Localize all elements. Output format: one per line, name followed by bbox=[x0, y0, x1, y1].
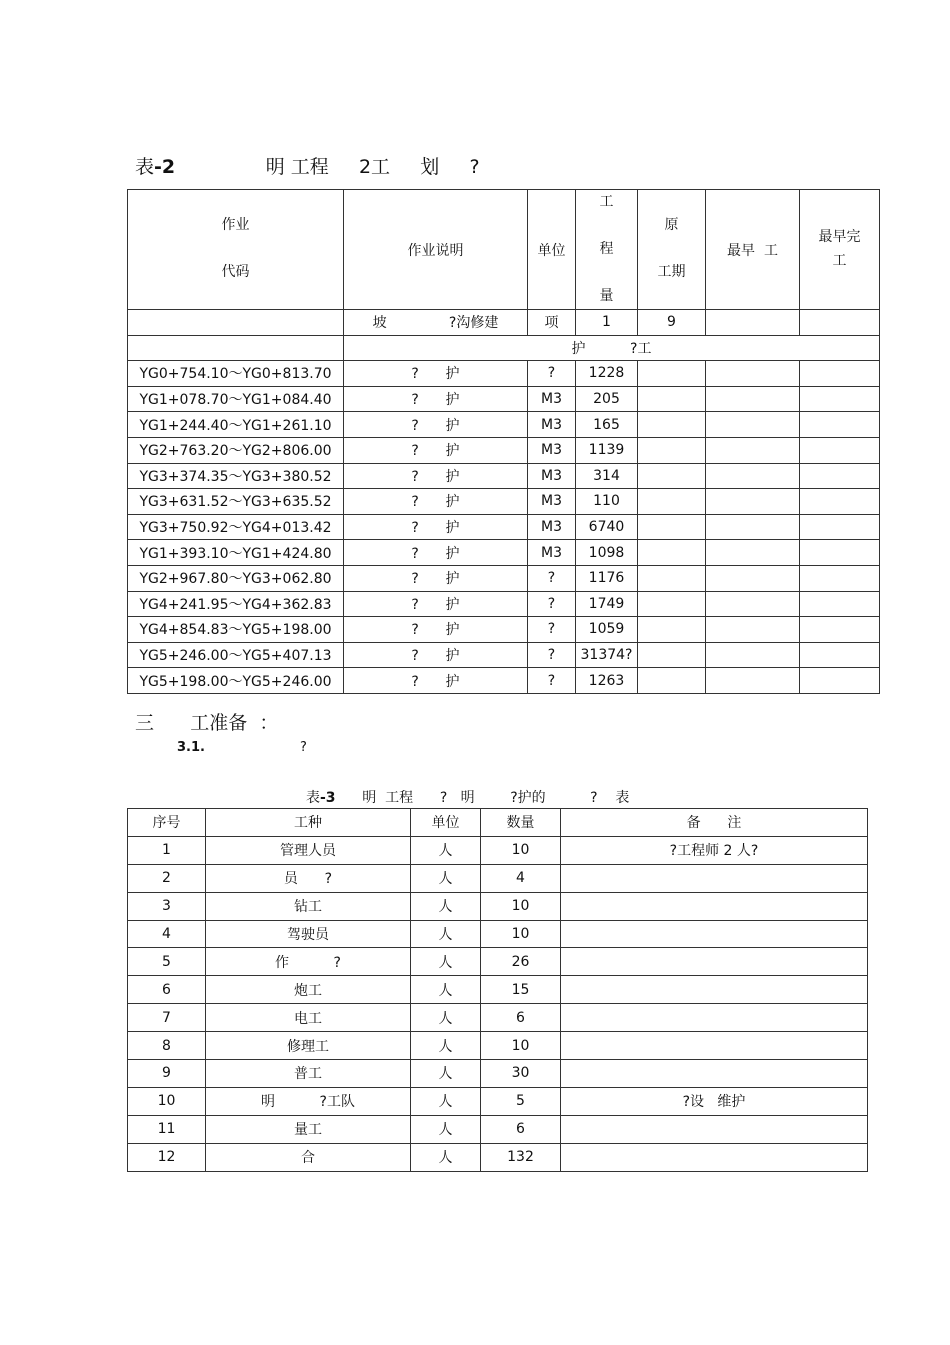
row-unit: 人 bbox=[411, 1115, 481, 1143]
header-unit: 单位 bbox=[411, 809, 481, 837]
row-note bbox=[561, 920, 868, 948]
row-code: YG1+244.40～YG1+261.10 bbox=[128, 412, 344, 438]
subsection-3-1: 3.1. ? bbox=[177, 740, 307, 755]
row-count: 132 bbox=[481, 1143, 561, 1171]
row-trade: 电工 bbox=[206, 1004, 411, 1032]
row-early-finish bbox=[800, 642, 880, 668]
row-code: YG1+078.70～YG1+084.40 bbox=[128, 386, 344, 412]
row-qty: 1098 bbox=[576, 540, 638, 566]
table3-title: 表-3 明 工程 ? 明 ?护的 ? 表 bbox=[306, 790, 630, 806]
row-desc: ? 护 bbox=[344, 514, 528, 540]
row-unit: 人 bbox=[411, 1143, 481, 1171]
row-count: 10 bbox=[481, 892, 561, 920]
table-row bbox=[128, 591, 880, 617]
row-code: YG2+763.20～YG2+806.00 bbox=[128, 437, 344, 463]
row-desc: ? 护 bbox=[344, 412, 528, 438]
table2-header-row bbox=[128, 190, 880, 310]
row-code: YG2+967.80～YG3+062.80 bbox=[128, 565, 344, 591]
row-code: YG3+631.52～YG3+635.52 bbox=[128, 489, 344, 515]
row-code: YG3+374.35～YG3+380.52 bbox=[128, 463, 344, 489]
row-duration bbox=[638, 540, 706, 566]
row-unit: M3 bbox=[528, 463, 576, 489]
row-early-finish bbox=[800, 489, 880, 515]
section-label: 护 ?工 bbox=[344, 335, 880, 361]
row-unit: 人 bbox=[411, 976, 481, 1004]
row-code: YG4+241.95～YG4+362.83 bbox=[128, 591, 344, 617]
row-code: YG3+750.92～YG4+013.42 bbox=[128, 514, 344, 540]
row-unit: ? bbox=[528, 361, 576, 387]
row-note bbox=[561, 1004, 868, 1032]
row-desc: ? 护 bbox=[344, 437, 528, 463]
row-count: 15 bbox=[481, 976, 561, 1004]
row-duration bbox=[638, 463, 706, 489]
row-early-finish bbox=[800, 463, 880, 489]
row-unit: 人 bbox=[411, 1087, 481, 1115]
row-qty: 1176 bbox=[576, 565, 638, 591]
row-early-start bbox=[706, 463, 800, 489]
header-unit: 单位 bbox=[528, 190, 576, 310]
row-note bbox=[561, 864, 868, 892]
row-note bbox=[561, 976, 868, 1004]
row-trade: 量工 bbox=[206, 1115, 411, 1143]
header-early-finish: 最早完 工 bbox=[800, 190, 880, 310]
table-row bbox=[128, 514, 880, 540]
header-seq: 序号 bbox=[128, 809, 206, 837]
row-unit: M3 bbox=[528, 514, 576, 540]
summary-qty: 1 bbox=[576, 310, 638, 336]
row-early-start bbox=[706, 591, 800, 617]
row-trade: 炮工 bbox=[206, 976, 411, 1004]
row-unit: M3 bbox=[528, 386, 576, 412]
row-unit: M3 bbox=[528, 489, 576, 515]
table2-summary-row bbox=[128, 310, 880, 336]
row-desc: ? 护 bbox=[344, 565, 528, 591]
row-note: ?工程师 2 人? bbox=[561, 836, 868, 864]
row-note bbox=[561, 1060, 868, 1088]
row-qty: 165 bbox=[576, 412, 638, 438]
row-duration bbox=[638, 514, 706, 540]
row-seq: 2 bbox=[128, 864, 206, 892]
row-trade: 作 ? bbox=[206, 948, 411, 976]
row-code: YG0+754.10～YG0+813.70 bbox=[128, 361, 344, 387]
row-note bbox=[561, 1143, 868, 1171]
row-early-start bbox=[706, 540, 800, 566]
row-trade: 驾驶员 bbox=[206, 920, 411, 948]
table-row bbox=[128, 642, 880, 668]
row-early-finish bbox=[800, 437, 880, 463]
row-early-start bbox=[706, 565, 800, 591]
table-row bbox=[128, 864, 868, 892]
table-row bbox=[128, 1060, 868, 1088]
row-qty: 6740 bbox=[576, 514, 638, 540]
row-unit: 人 bbox=[411, 892, 481, 920]
row-count: 6 bbox=[481, 1004, 561, 1032]
row-early-start bbox=[706, 489, 800, 515]
header-quantity: 工 程 量 bbox=[576, 190, 638, 310]
row-qty: 1263 bbox=[576, 668, 638, 694]
row-code: YG1+393.10～YG1+424.80 bbox=[128, 540, 344, 566]
row-qty: 1749 bbox=[576, 591, 638, 617]
row-desc: ? 护 bbox=[344, 540, 528, 566]
table-row bbox=[128, 540, 880, 566]
row-early-start bbox=[706, 386, 800, 412]
table-row bbox=[128, 668, 880, 694]
row-duration bbox=[638, 437, 706, 463]
row-qty: 1139 bbox=[576, 437, 638, 463]
row-seq: 5 bbox=[128, 948, 206, 976]
header-early-start: 最早 工 bbox=[706, 190, 800, 310]
row-code: YG5+246.00～YG5+407.13 bbox=[128, 642, 344, 668]
row-count: 30 bbox=[481, 1060, 561, 1088]
table2-section-row bbox=[128, 335, 880, 361]
row-qty: 1228 bbox=[576, 361, 638, 387]
table-row bbox=[128, 976, 868, 1004]
row-early-start bbox=[706, 361, 800, 387]
row-seq: 8 bbox=[128, 1032, 206, 1060]
row-desc: ? 护 bbox=[344, 591, 528, 617]
row-unit: 人 bbox=[411, 1060, 481, 1088]
row-trade: 明 ?工队 bbox=[206, 1087, 411, 1115]
row-duration bbox=[638, 489, 706, 515]
row-trade: 修理工 bbox=[206, 1032, 411, 1060]
row-note bbox=[561, 1115, 868, 1143]
row-unit: ? bbox=[528, 617, 576, 643]
row-duration bbox=[638, 412, 706, 438]
table-row bbox=[128, 565, 880, 591]
labor-table bbox=[127, 808, 868, 1172]
table-row bbox=[128, 463, 880, 489]
row-qty: 205 bbox=[576, 386, 638, 412]
header-work-code: 作业 代码 bbox=[128, 190, 344, 310]
row-qty: 314 bbox=[576, 463, 638, 489]
row-count: 26 bbox=[481, 948, 561, 976]
row-unit: 人 bbox=[411, 836, 481, 864]
row-count: 10 bbox=[481, 1032, 561, 1060]
row-duration bbox=[638, 386, 706, 412]
row-duration bbox=[638, 591, 706, 617]
row-desc: ? 护 bbox=[344, 361, 528, 387]
table-row bbox=[128, 892, 868, 920]
row-early-start bbox=[706, 514, 800, 540]
row-note bbox=[561, 948, 868, 976]
row-duration bbox=[638, 642, 706, 668]
row-qty: 31374? bbox=[576, 642, 638, 668]
table-row bbox=[128, 836, 868, 864]
row-desc: ? 护 bbox=[344, 668, 528, 694]
row-note bbox=[561, 1032, 868, 1060]
row-unit: M3 bbox=[528, 540, 576, 566]
row-trade: 员 ? bbox=[206, 864, 411, 892]
table3-header-row bbox=[128, 809, 868, 837]
row-unit: M3 bbox=[528, 437, 576, 463]
row-count: 10 bbox=[481, 836, 561, 864]
table-row bbox=[128, 386, 880, 412]
row-unit: ? bbox=[528, 668, 576, 694]
row-early-finish bbox=[800, 540, 880, 566]
row-count: 6 bbox=[481, 1115, 561, 1143]
row-seq: 9 bbox=[128, 1060, 206, 1088]
summary-unit: 项 bbox=[528, 310, 576, 336]
row-unit: M3 bbox=[528, 412, 576, 438]
row-early-finish bbox=[800, 361, 880, 387]
table-row bbox=[128, 1032, 868, 1060]
row-unit: ? bbox=[528, 591, 576, 617]
row-qty: 1059 bbox=[576, 617, 638, 643]
row-seq: 3 bbox=[128, 892, 206, 920]
row-early-finish bbox=[800, 514, 880, 540]
row-early-finish bbox=[800, 412, 880, 438]
row-note bbox=[561, 892, 868, 920]
row-unit: 人 bbox=[411, 920, 481, 948]
row-desc: ? 护 bbox=[344, 489, 528, 515]
section3-heading: 三 工准备 ： bbox=[135, 712, 279, 734]
row-seq: 12 bbox=[128, 1143, 206, 1171]
table-row bbox=[128, 948, 868, 976]
row-early-start bbox=[706, 642, 800, 668]
row-seq: 11 bbox=[128, 1115, 206, 1143]
row-seq: 6 bbox=[128, 976, 206, 1004]
row-early-start bbox=[706, 412, 800, 438]
row-seq: 4 bbox=[128, 920, 206, 948]
row-early-finish bbox=[800, 591, 880, 617]
row-early-finish bbox=[800, 668, 880, 694]
row-count: 10 bbox=[481, 920, 561, 948]
row-desc: ? 护 bbox=[344, 617, 528, 643]
row-early-start bbox=[706, 668, 800, 694]
row-trade: 合 bbox=[206, 1143, 411, 1171]
row-early-finish bbox=[800, 565, 880, 591]
table-row bbox=[128, 920, 868, 948]
table-row bbox=[128, 489, 880, 515]
construction-plan-table bbox=[127, 189, 880, 694]
row-unit: 人 bbox=[411, 948, 481, 976]
header-count: 数量 bbox=[481, 809, 561, 837]
row-unit: ? bbox=[528, 565, 576, 591]
row-desc: ? 护 bbox=[344, 463, 528, 489]
row-early-finish bbox=[800, 617, 880, 643]
row-early-start bbox=[706, 617, 800, 643]
row-seq: 10 bbox=[128, 1087, 206, 1115]
row-code: YG5+198.00～YG5+246.00 bbox=[128, 668, 344, 694]
summary-desc: 坡 ?沟修建 bbox=[344, 310, 528, 336]
row-early-finish bbox=[800, 386, 880, 412]
row-trade: 管理人员 bbox=[206, 836, 411, 864]
row-desc: ? 护 bbox=[344, 386, 528, 412]
row-note: ?设 维护 bbox=[561, 1087, 868, 1115]
header-work-desc: 作业说明 bbox=[344, 190, 528, 310]
table2-title: 表-2 明 工程 2工 划 ? bbox=[135, 156, 480, 178]
row-unit: 人 bbox=[411, 1032, 481, 1060]
row-code: YG4+854.83～YG5+198.00 bbox=[128, 617, 344, 643]
table-row bbox=[128, 617, 880, 643]
header-note: 备 注 bbox=[561, 809, 868, 837]
row-count: 4 bbox=[481, 864, 561, 892]
header-trade: 工种 bbox=[206, 809, 411, 837]
table-row bbox=[128, 1143, 868, 1171]
summary-duration: 9 bbox=[638, 310, 706, 336]
header-duration: 原 工期 bbox=[638, 190, 706, 310]
table-row bbox=[128, 361, 880, 387]
row-duration bbox=[638, 668, 706, 694]
row-qty: 110 bbox=[576, 489, 638, 515]
row-duration bbox=[638, 361, 706, 387]
row-unit: 人 bbox=[411, 864, 481, 892]
row-unit: ? bbox=[528, 642, 576, 668]
table-row bbox=[128, 1115, 868, 1143]
table-row bbox=[128, 1004, 868, 1032]
table-row bbox=[128, 412, 880, 438]
row-early-start bbox=[706, 437, 800, 463]
table-row bbox=[128, 1087, 868, 1115]
table-row bbox=[128, 437, 880, 463]
row-trade: 钻工 bbox=[206, 892, 411, 920]
row-duration bbox=[638, 565, 706, 591]
row-seq: 1 bbox=[128, 836, 206, 864]
row-duration bbox=[638, 617, 706, 643]
row-seq: 7 bbox=[128, 1004, 206, 1032]
row-trade: 普工 bbox=[206, 1060, 411, 1088]
row-unit: 人 bbox=[411, 1004, 481, 1032]
row-desc: ? 护 bbox=[344, 642, 528, 668]
row-count: 5 bbox=[481, 1087, 561, 1115]
